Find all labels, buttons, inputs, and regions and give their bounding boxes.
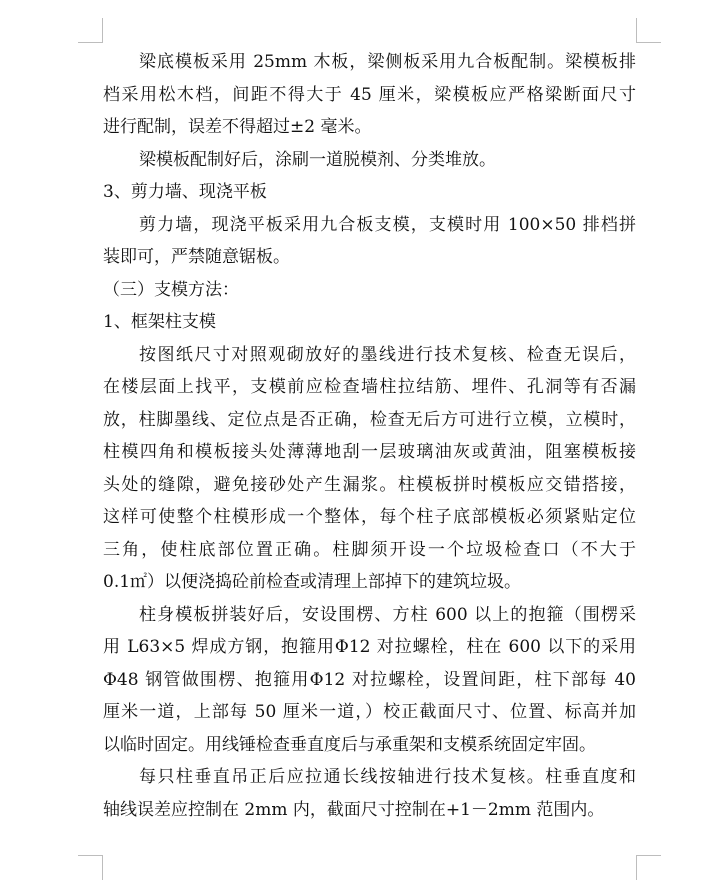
text-line: 梁底模板采用 25mm 木板，梁侧板采用九合板配制。梁模板排	[139, 52, 636, 72]
crop-mark-top-left	[78, 18, 103, 43]
text-line: 三角，使柱底部位置正确。柱脚须开设一个垃圾检查口（不大于	[103, 539, 636, 560]
text-line: 厘米一道，上部每 50 厘米一道，）校正截面尺寸、位置、标高并加	[103, 702, 636, 722]
crop-mark-top-right	[636, 18, 661, 43]
section-heading: 1、框架柱支模	[103, 312, 216, 332]
text-line: 柱身模板拼装好后，安设围楞、方柱 600 以上的抱箍（围楞采	[139, 604, 636, 625]
section-heading: （三）支模方法：	[103, 279, 239, 300]
text-line: 放，柱脚墨线、定位点是否正确，检查无后方可进行立模，立模时，	[103, 409, 636, 430]
section-heading: 3、剪力墙、现浇平板	[103, 182, 267, 202]
text-line: 按图纸尺寸对照观砌放好的墨线进行技术复核、检查无误后，	[139, 344, 636, 365]
text-line: 轴线误差应控制在 2mm 内，截面尺寸控制在+1－2mm 范围内。	[103, 799, 605, 820]
text-line: 装即可，严禁随意锯板。	[103, 247, 290, 267]
document-body	[103, 46, 636, 826]
text-line: 柱模四角和模板接头处薄薄地刮一层玻璃油灰或黄油，阻塞模板接	[103, 442, 636, 462]
text-line: 这样可使整个柱模形成一个整体，每个柱子底部模板必须紧贴定位	[103, 507, 636, 527]
text-line: 用 L63×5 焊成方钢，抱箍用Φ12 对拉螺栓，柱在 600 以下的采用	[103, 637, 636, 657]
text-line: 在楼层面上找平，支模前应检查墙柱拉结筋、埋件、孔洞等有否漏	[103, 377, 636, 397]
text-line: 0.1㎡）以便浇捣砼前检查或清理上部掉下的建筑垃圾。	[103, 572, 522, 592]
text-line: 梁模板配制好后，涂刷一道脱模剂、分类堆放。	[139, 149, 496, 170]
crop-mark-bottom-right	[636, 855, 661, 880]
text-line: 每只柱垂直吊正后应拉通长线按轴进行技术复核。柱垂直度和	[139, 767, 636, 787]
text-line: 进行配制，误差不得超过±2 毫米。	[103, 117, 372, 137]
text-line: 以临时固定。用线锤检查垂直度后与承重架和支模系统固定牢固。	[103, 734, 596, 755]
text-line: 头处的缝隙，避免接砂处产生漏浆。柱模板拼时模板应交错搭接，	[103, 474, 636, 495]
text-line: Φ48 钢管做围楞、抱箍用Φ12 对拉螺栓，设置间距，柱下部每 40	[103, 669, 636, 690]
text-line: 档采用松木档，间距不得大于 45 厘米，梁模板应严格梁断面尺寸	[103, 84, 636, 105]
text-line: 剪力墙，现浇平板采用九合板支模，支模时用 100×50 排档拼	[139, 214, 636, 235]
crop-mark-bottom-left	[78, 855, 103, 880]
